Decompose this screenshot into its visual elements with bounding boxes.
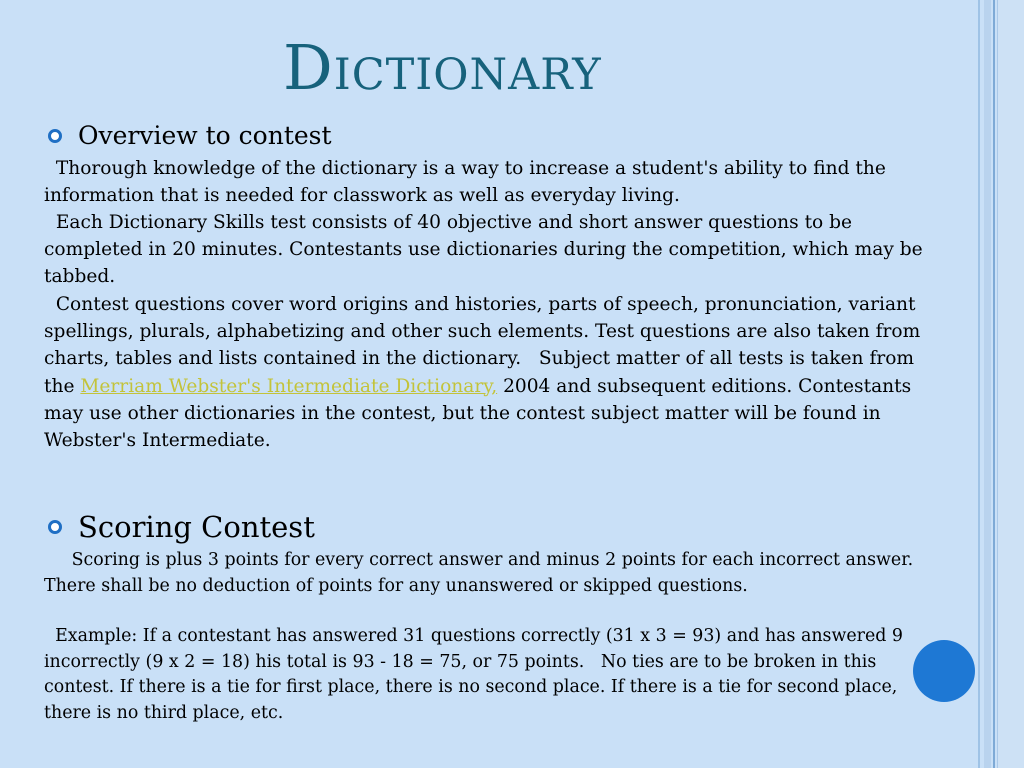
frame-line: [978, 0, 980, 768]
slide-title: Dictionary: [283, 31, 602, 104]
overview-paragraph-1: Thorough knowledge of the dictionary is a way to increase a student's ability to find the information that is needed for classwork as well as everyday living.: [44, 158, 892, 207]
overview-paragraph-3-text: Contest questions cover word origins and histories, parts of speech, pronunciation, variant spellings, plurals, alphabetizing and other such elements. Test questions are also taken from charts, tables and lists contained in the dictionary. Subject matter of all tests is taken from the: [44, 294, 927, 397]
scoring-paragraph-2: Example: If a contestant has answered 31 questions correctly (31 x 3 = 93) and has answered 9 incorrectly (9 x 2 = 18) his total is 93 - 18 = 75, or 75 points. No ties are to be broken in this contest. If there is a tie for first place, there is no second place. If there is a tie for second place, there is no third place, etc.: [44, 626, 909, 723]
overview-paragraph-3-text-end: 2004 and subsequent editions. Contestants may use other dictionaries in the contest, but the contest subject matter will be found in Webster's Intermediate.: [44, 375, 918, 452]
overview-paragraph-2: Each Dictionary Skills test consists of 40 objective and short answer questions to be completed in 20 minutes. Contestants use dictionaries during the competition, which may be tabbed.: [44, 212, 929, 288]
overview-heading: Overview to contest: [78, 121, 332, 150]
bullet-icon: [48, 520, 62, 534]
bullet-icon: [48, 129, 62, 143]
scoring-heading: Scoring Contest: [78, 510, 315, 544]
frame-edge: [997, 0, 1024, 768]
frame-line: [993, 0, 995, 768]
frame-line: [984, 0, 991, 768]
scoring-paragraph-1: Scoring is plus 3 points for every correct answer and minus 2 points for each incorrect answer. There shall be no deduction of points for any unanswered or skipped questions.: [44, 550, 919, 596]
decorative-circle: [913, 640, 975, 702]
merriam-webster-link[interactable]: Merriam Webster's Intermediate Dictionary,: [80, 375, 498, 397]
overview-paragraph-3: [44, 291, 944, 454]
